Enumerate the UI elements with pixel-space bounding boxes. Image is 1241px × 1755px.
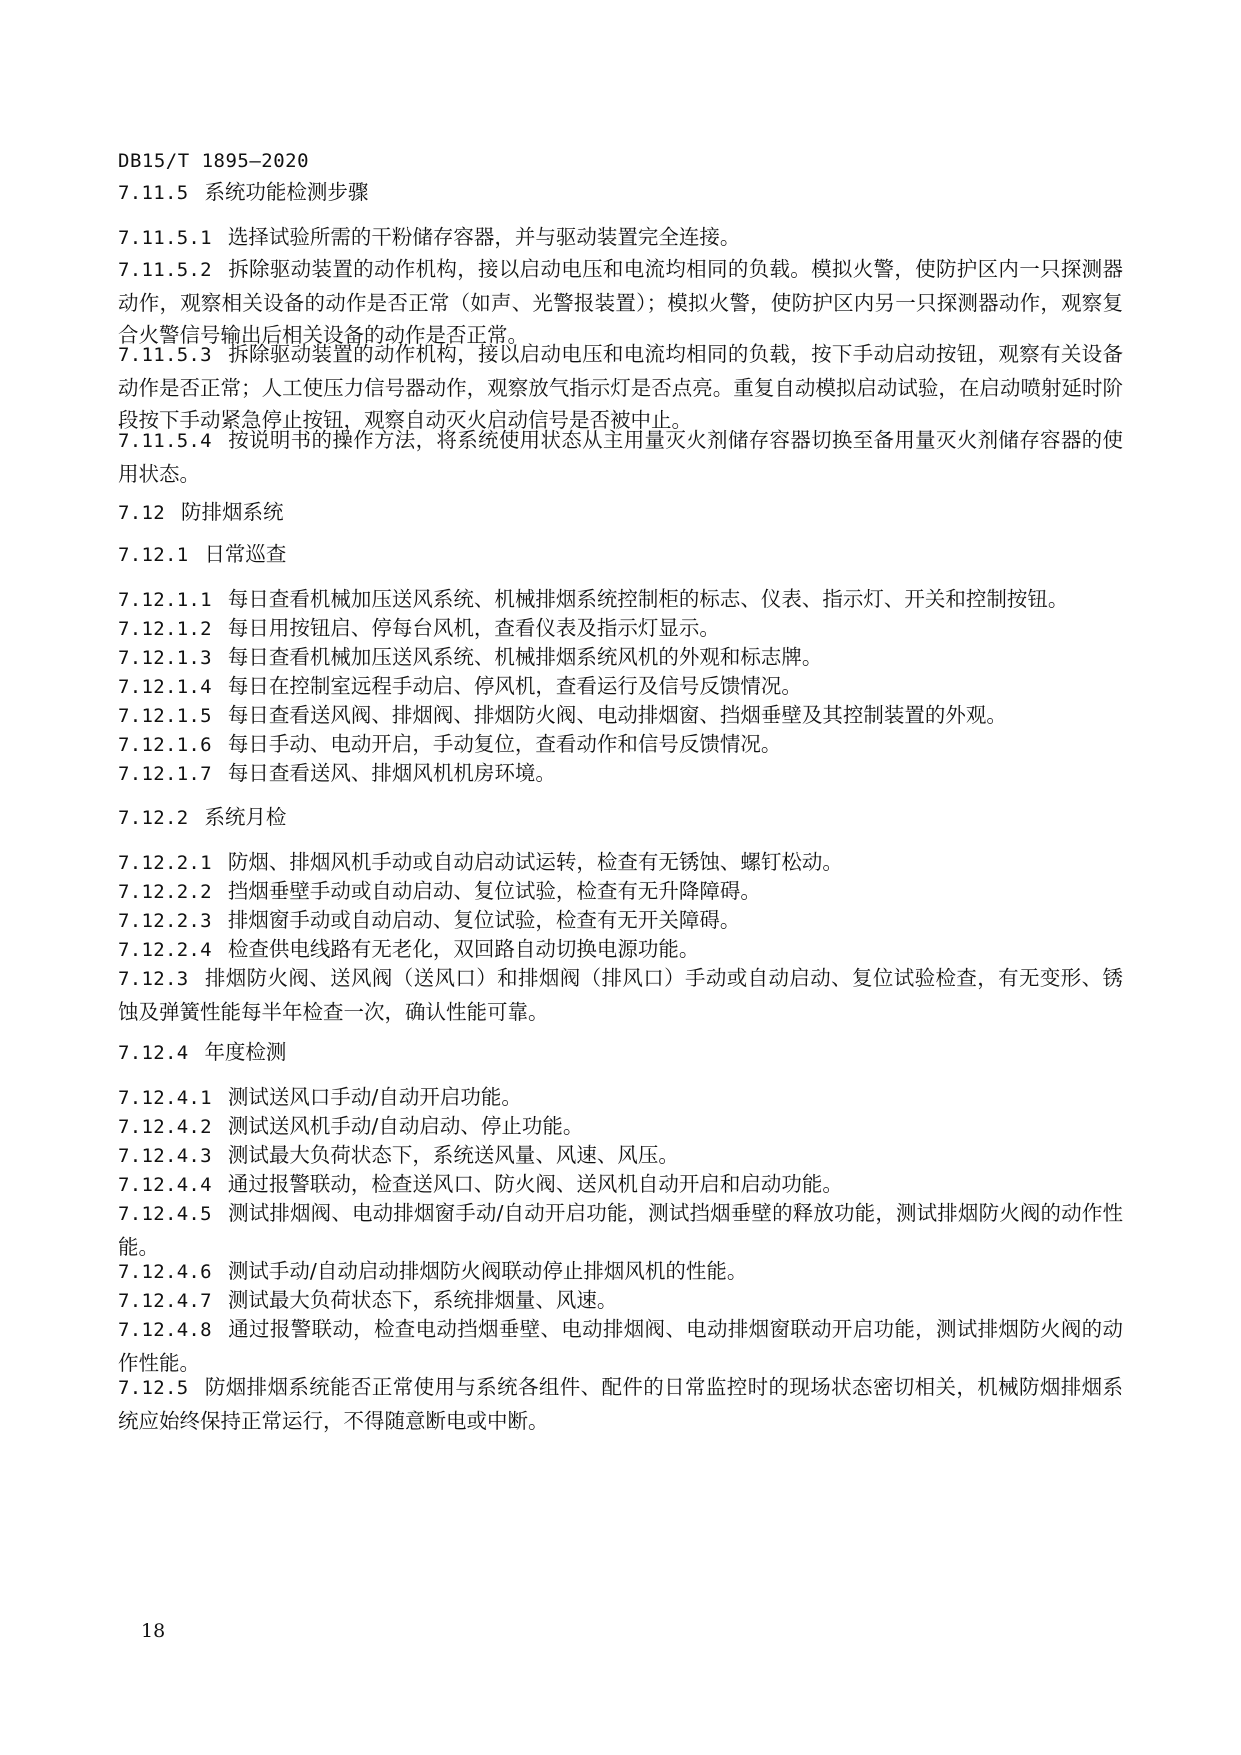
page-number: 18 bbox=[141, 1620, 166, 1642]
clause: 7.12.4.8 通过报警联动，检查电动挡烟垂壁、电动排烟阀、电动排烟窗联动开启功能，测试排烟防火阀的动作性能。 bbox=[118, 1317, 1123, 1375]
clause: 7.11.5.4 按说明书的操作方法，将系统使用状态从主用量灭火剂储存容器切换至备用量灭火剂储存容器的使用状态。 bbox=[118, 428, 1123, 486]
clause: 7.12.4.6 测试手动/自动启动排烟防火阀联动停止排烟风机的性能。 bbox=[118, 1259, 748, 1283]
clause: 7.12.2.2 挡烟垂壁手动或自动启动、复位试验，检查有无升降障碍。 bbox=[118, 879, 761, 903]
clause: 7.11.5.2 拆除驱动装置的动作机构，接以启动电压和电流均相同的负载。模拟火警，使防护区内一只探测器动作，观察相关设备的动作是否正常（如声、光警报装置）；模拟火警，使防护区内另一只探测器动作，观察复合火警信号输出后相关设备的动作是否正常。 bbox=[118, 257, 1123, 347]
clause: 7.11.5.1 选择试验所需的干粉储存容器，并与驱动装置完全连接。 bbox=[118, 225, 741, 249]
clause: 7.12.3 排烟防火阀、送风阀（送风口）和排烟阀（排风口）手动或自动启动、复位试验检查，有无变形、锈蚀及弹簧性能每半年检查一次，确认性能可靠。 bbox=[118, 966, 1123, 1024]
clause: 7.12.1.4 每日在控制室远程手动启、停风机，查看运行及信号反馈情况。 bbox=[118, 674, 802, 698]
clause: 7.12.2.4 检查供电线路有无老化，双回路自动切换电源功能。 bbox=[118, 937, 700, 961]
clause: 7.12.4.4 通过报警联动，检查送风口、防火阀、送风机自动开启和启动功能。 bbox=[118, 1172, 843, 1196]
section-heading: 7.12.2 系统月检 bbox=[118, 805, 287, 829]
clause: 7.12.1.5 每日查看送风阀、排烟阀、排烟防火阀、电动排烟窗、挡烟垂壁及其控制装置的外观。 bbox=[118, 703, 1007, 727]
clause: 7.11.5.3 拆除驱动装置的动作机构，接以启动电压和电流均相同的负载，按下手动启动按钮，观察有关设备动作是否正常；人工使压力信号器动作，观察放气指示灯是否点亮。重复自动模拟启动试验，在启动喷射延时阶段按下手动紧急停止按钮，观察自动灭火启动信号是否被中止。 bbox=[118, 342, 1123, 432]
clause: 7.12.2.3 排烟窗手动或自动启动、复位试验，检查有无开关障碍。 bbox=[118, 908, 741, 932]
clause: 7.12.2.1 防烟、排烟风机手动或自动启动试运转，检查有无锈蚀、螺钉松动。 bbox=[118, 850, 843, 874]
clause: 7.12.1.2 每日用按钮启、停每台风机，查看仪表及指示灯显示。 bbox=[118, 616, 720, 640]
clause: 7.12.5 防烟排烟系统能否正常使用与系统各组件、配件的日常监控时的现场状态密切相关，机械防烟排烟系统应始终保持正常运行，不得随意断电或中断。 bbox=[118, 1375, 1123, 1433]
clause: 7.12.4.2 测试送风机手动/自动启动、停止功能。 bbox=[118, 1114, 584, 1138]
clause: 7.12.4.1 测试送风口手动/自动开启功能。 bbox=[118, 1085, 522, 1109]
clause: 7.12.1.3 每日查看机械加压送风系统、机械排烟系统风机的外观和标志牌。 bbox=[118, 645, 823, 669]
document-id: DB15/T 1895—2020 bbox=[118, 150, 310, 172]
clause: 7.12.1.6 每日手动、电动开启，手动复位，查看动作和信号反馈情况。 bbox=[118, 732, 782, 756]
section-heading: 7.12.4 年度检测 bbox=[118, 1040, 287, 1064]
clause: 7.12.1.1 每日查看机械加压送风系统、机械排烟系统控制柜的标志、仪表、指示灯、开关和控制按钮。 bbox=[118, 587, 1069, 611]
clause: 7.12.4.7 测试最大负荷状态下，系统排烟量、风速。 bbox=[118, 1288, 618, 1312]
clause: 7.12.4.5 测试排烟阀、电动排烟窗手动/自动开启功能，测试挡烟垂壁的释放功能，测试排烟防火阀的动作性能。 bbox=[118, 1201, 1123, 1259]
section-heading: 7.12.1 日常巡查 bbox=[118, 542, 287, 566]
clause: 7.12.4.3 测试最大负荷状态下，系统送风量、风速、风压。 bbox=[118, 1143, 679, 1167]
clause: 7.12.1.7 每日查看送风、排烟风机机房环境。 bbox=[118, 761, 556, 785]
section-heading: 7.12 防排烟系统 bbox=[118, 500, 284, 524]
section-heading: 7.11.5 系统功能检测步骤 bbox=[118, 180, 369, 204]
